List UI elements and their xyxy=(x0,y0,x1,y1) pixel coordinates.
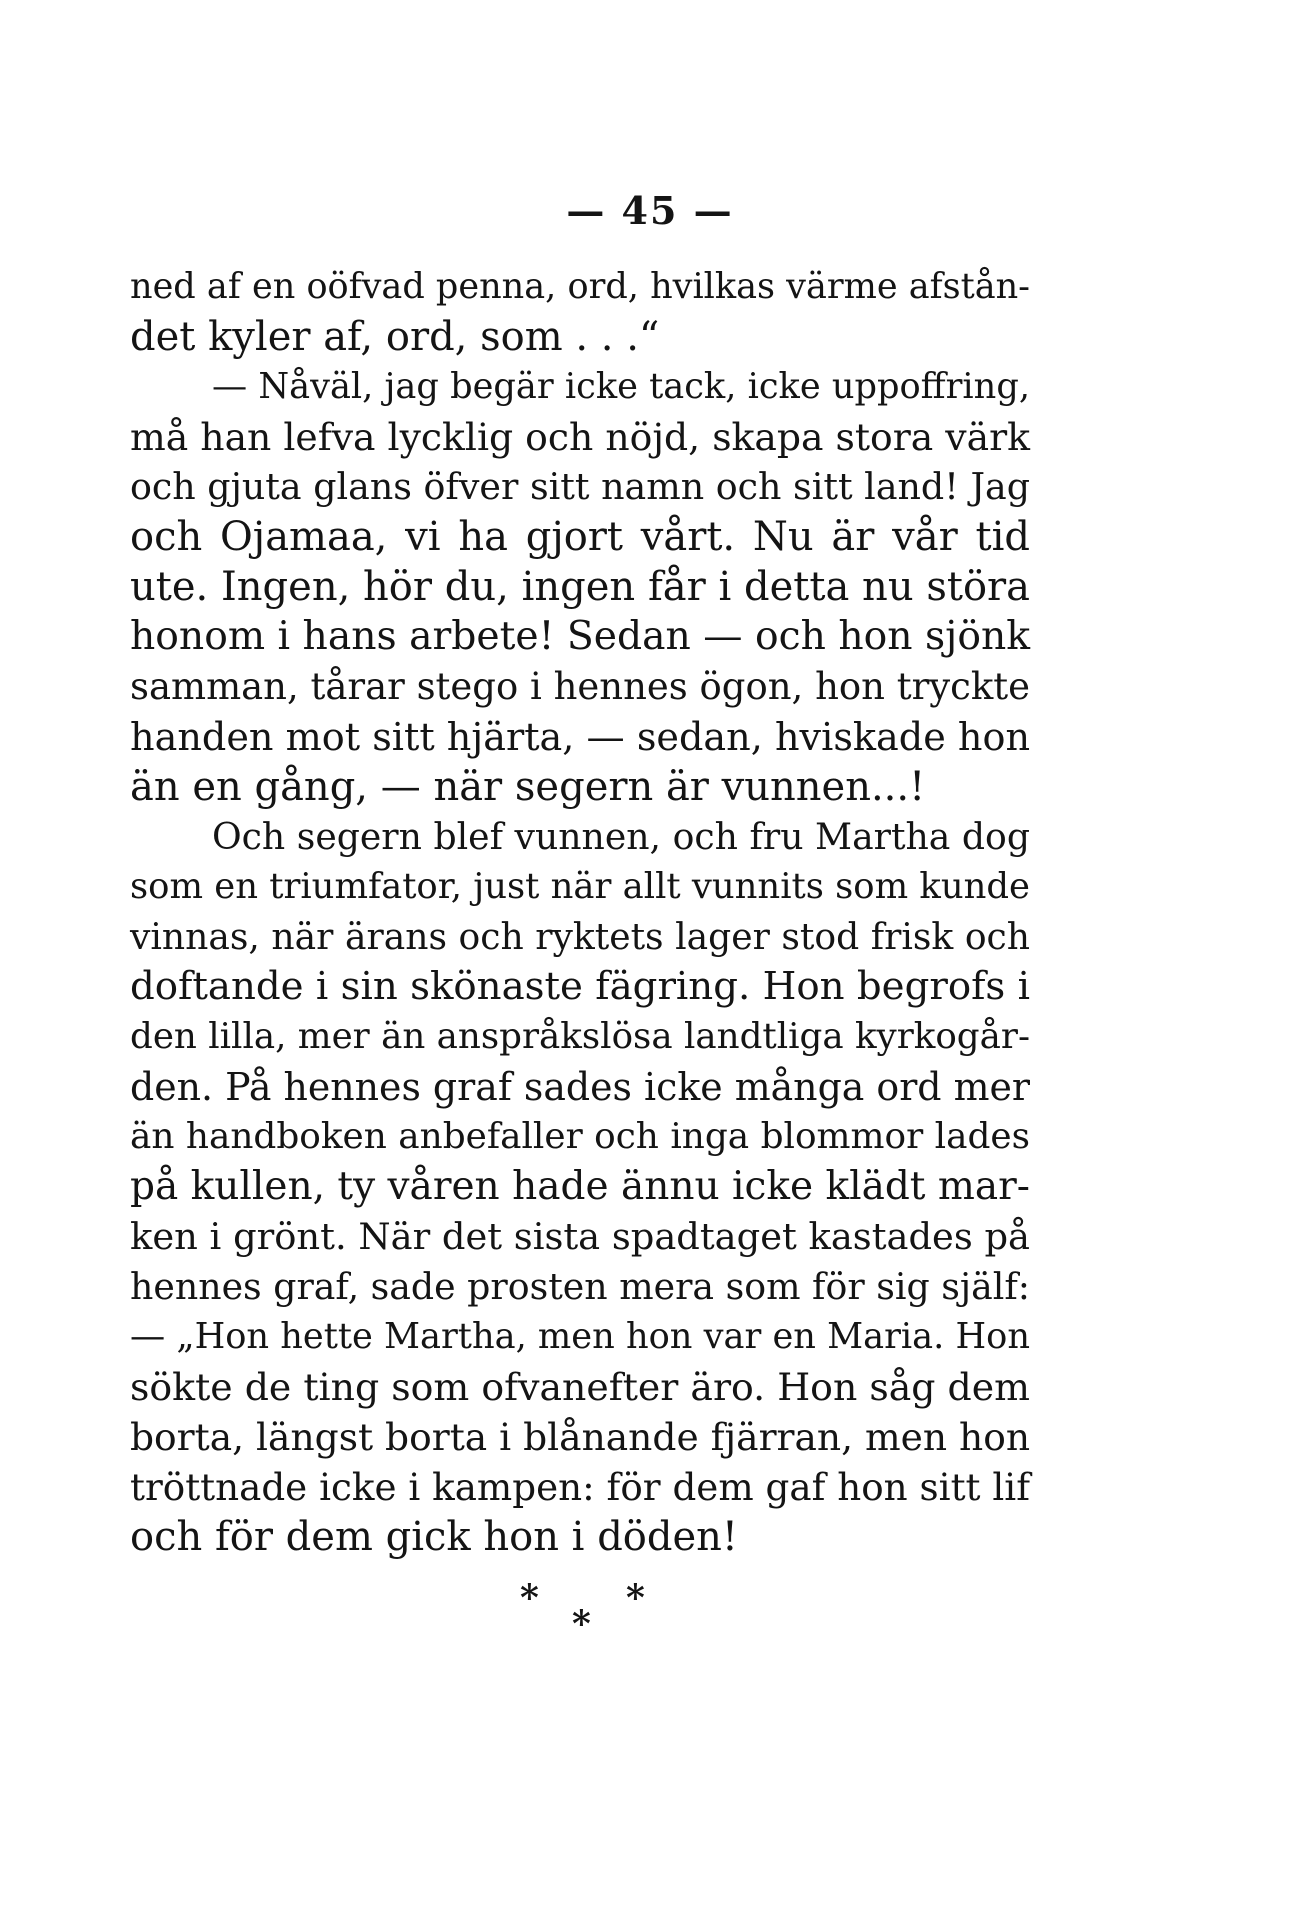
asterisk: * xyxy=(626,1577,645,1619)
text-line: doftande i sin skönaste fägring. Hon begrofs i xyxy=(130,964,1030,1009)
text-line: må han lefva lycklig och nöjd, skapa stora värk xyxy=(130,415,1030,459)
text-line: än handboken anbefaller och inga blommor lades xyxy=(130,1116,1030,1157)
page-number: — 45 — xyxy=(566,188,734,233)
text-line: som en triumfator, just när allt vunnits som kunde xyxy=(130,866,1030,907)
text-line: borta, längst borta i blånande fjärran, men hon xyxy=(130,1415,1031,1459)
text-line: samman, tårar stego i hennes ögon, hon tryckte xyxy=(130,665,1030,708)
text-line: och Ojamaa, vi ha gjort vårt. Nu är vår tid xyxy=(130,514,1030,560)
text-line: Och segern blef vunnen, och fru Martha dog xyxy=(212,815,1030,858)
text-line: än en gång, — när segern är vunnen...! xyxy=(130,764,926,810)
text-line: ute. Ingen, hör du, ingen får i detta nu störa xyxy=(130,564,1030,610)
text-line: vinnas, när ärans och ryktets lager stod frisk och xyxy=(130,916,1030,958)
text-line: — Nåväl, jag begär icke tack, icke uppoffring, xyxy=(212,366,1030,407)
text-line: och för dem gick hon i döden! xyxy=(130,1514,738,1560)
text-line: den lilla, mer än anspråkslösa landtliga kyrkogår- xyxy=(130,1016,1030,1057)
asterisk: * xyxy=(572,1603,591,1645)
text-line: sökte de ting som ofvanefter äro. Hon såg dem xyxy=(130,1365,1030,1409)
text-line: — „Hon hette Martha, men hon var en Maria. Hon xyxy=(130,1316,1030,1357)
text-line: hennes graf, sade prosten mera som för sig själf: xyxy=(130,1265,1030,1308)
text-line: på kullen, ty våren hade ännu icke klädt mar- xyxy=(130,1164,1030,1209)
asterisk: * xyxy=(520,1577,539,1619)
text-line: handen mot sitt hjärta, — sedan, hviskade hon xyxy=(130,715,1031,759)
text-line: tröttnade icke i kampen: för dem gaf hon sitt lif xyxy=(130,1465,1030,1509)
section-break-asterism xyxy=(0,1577,1300,1660)
text-line: den. På hennes graf sades icke många ord mer xyxy=(130,1065,1030,1109)
text-line: ken i grönt. När det sista spadtaget kastades på xyxy=(130,1215,1030,1258)
text-line: det kyler af, ord, som . . .“ xyxy=(130,314,660,360)
text-line: ned af en oöfvad penna, ord, hvilkas värme afstån- xyxy=(130,266,1030,307)
text-line: och gjuta glans öfver sitt namn och sitt land! Jag xyxy=(130,465,1030,508)
text-line: honom i hans arbete! Sedan — och hon sjönk xyxy=(130,614,1031,659)
body-text xyxy=(130,262,1030,1562)
